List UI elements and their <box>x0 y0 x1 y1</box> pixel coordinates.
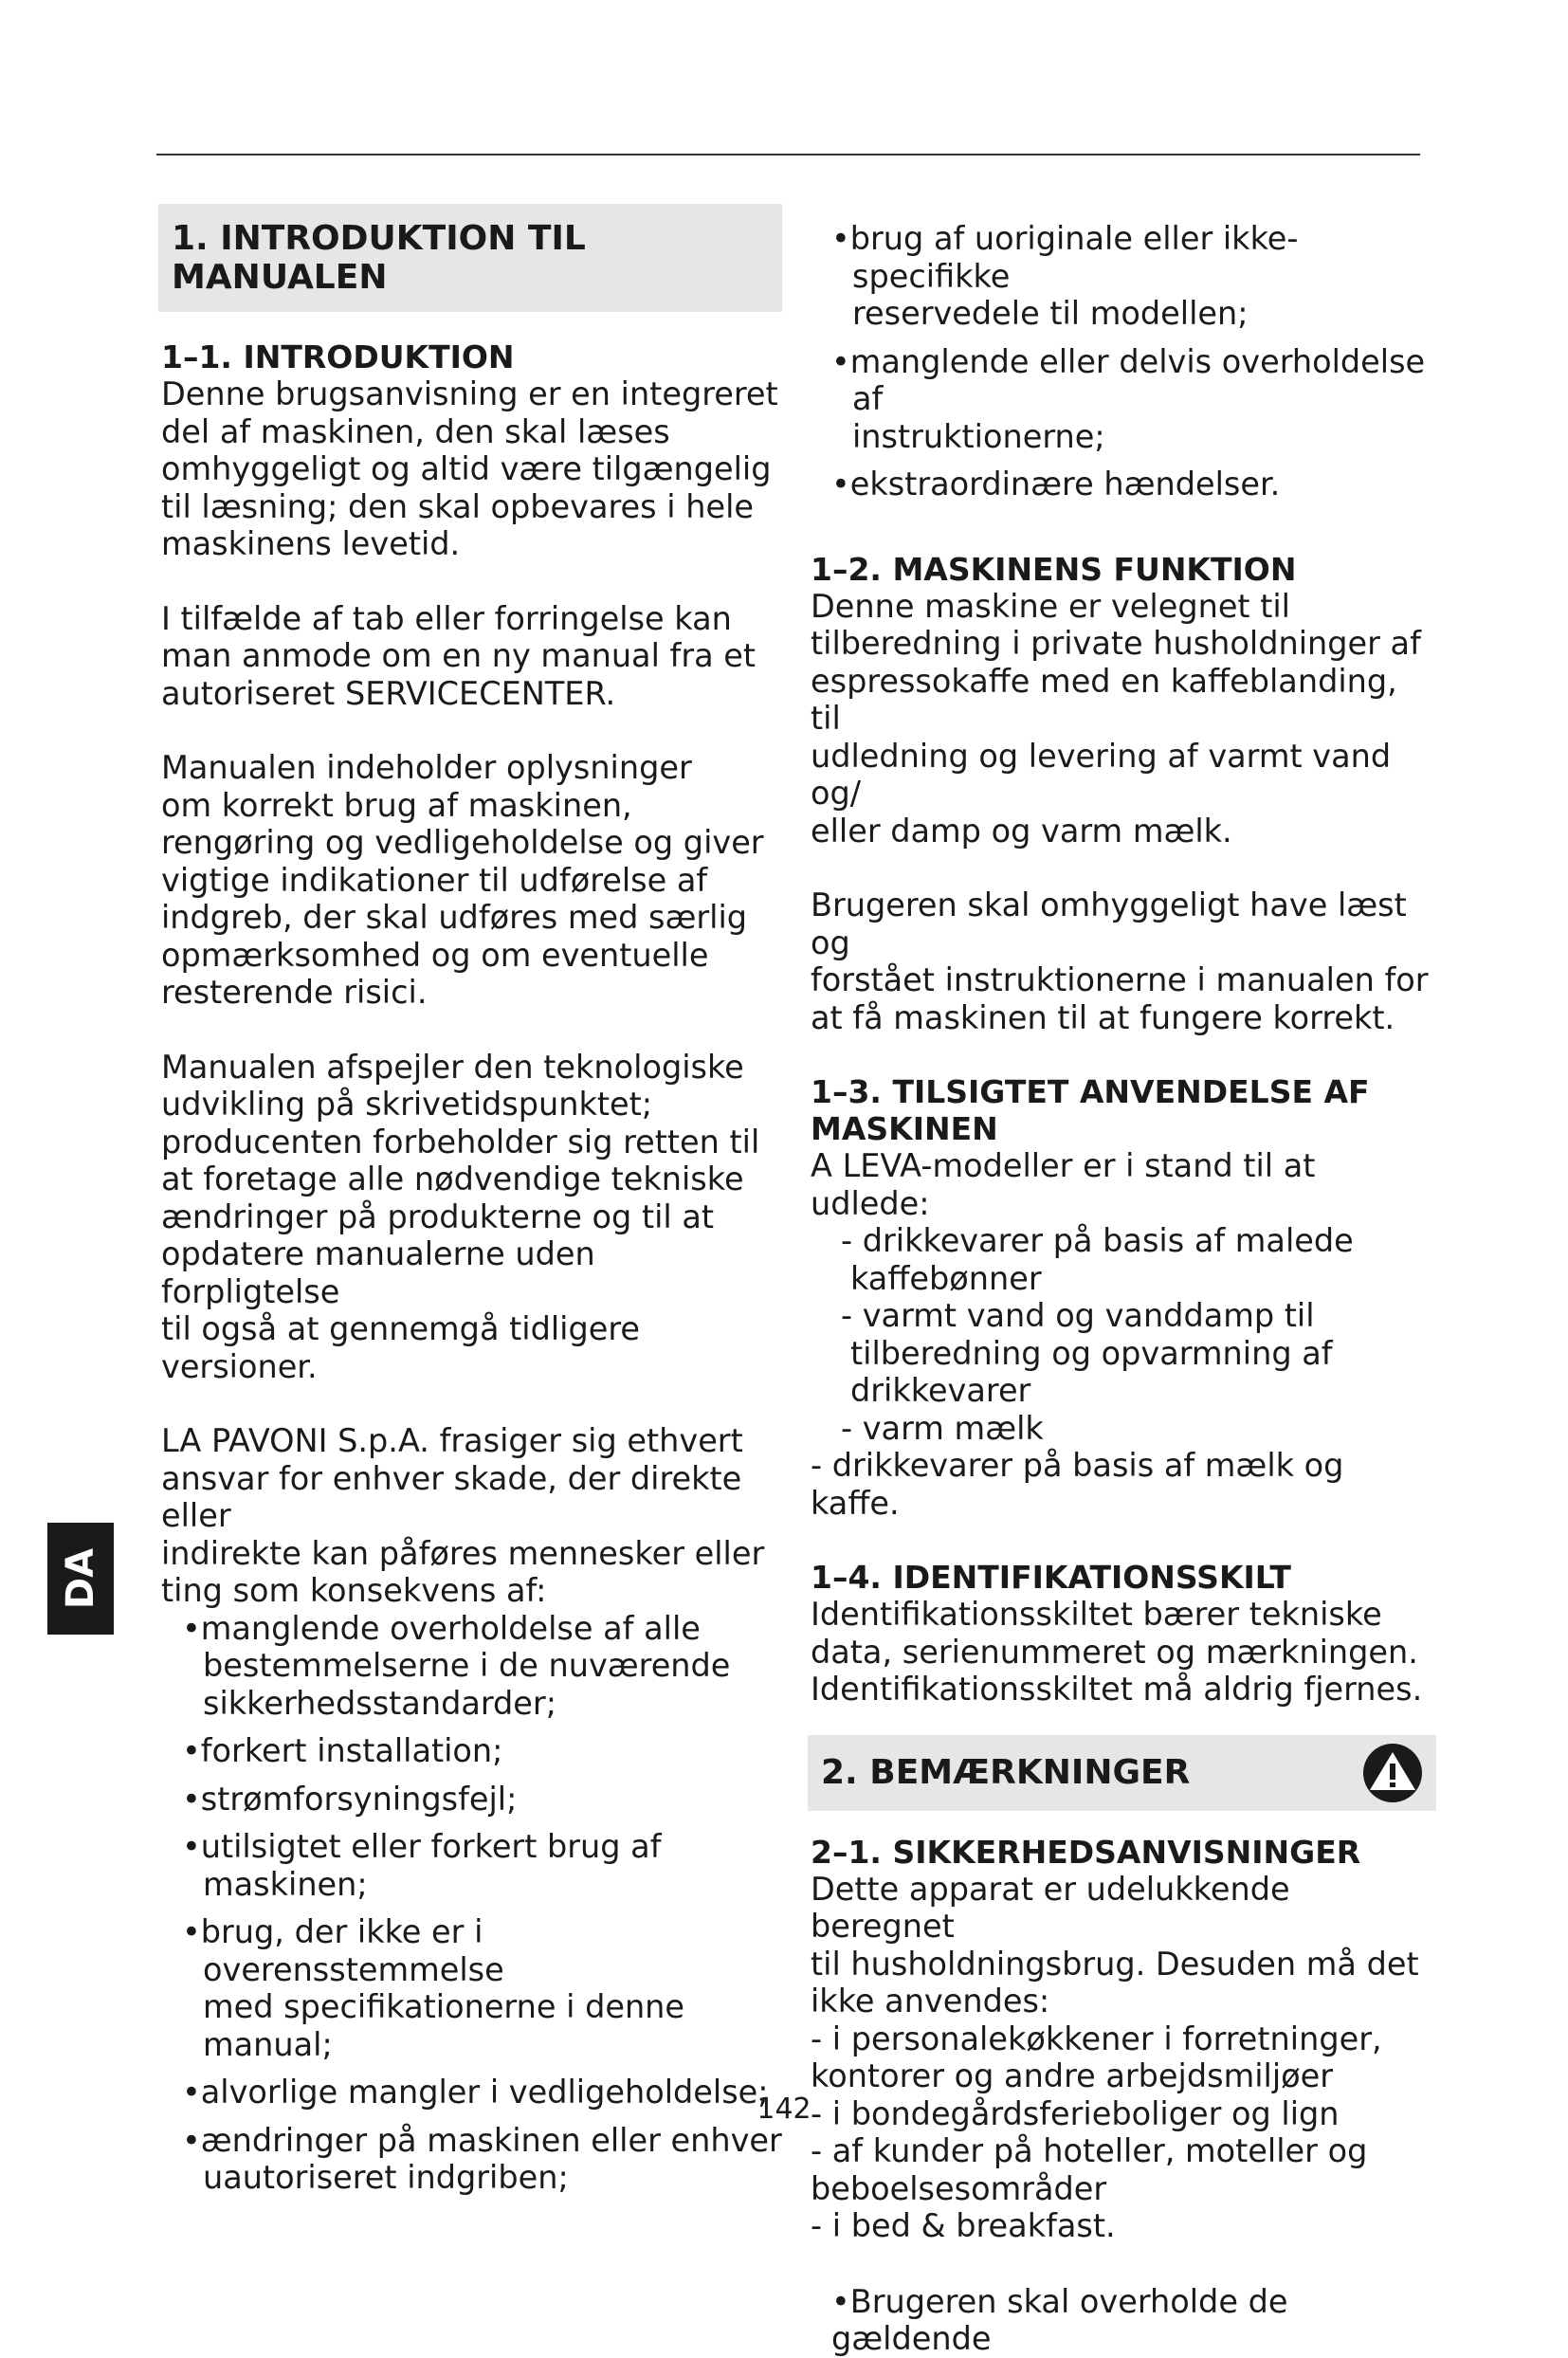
warning-triangle-icon <box>1362 1743 1423 1803</box>
heading-1-4: 1–4. IDENTIFIKATIONSSKILT <box>811 1559 1291 1596</box>
paragraph-disclaimer: LA PAVONI S.p.A. frasiger sig ethvert ansvar for enhver skade, der direkte eller indirekte kan påføres mennesker eller ting som konsekvens af: <box>161 1422 765 1609</box>
paragraph-intro: Denne brugsanvisning er en integreret del af maskinen, den skal læses omhyggeligt og altid være tilgængelig til læsning; den skal opbevares i hele maskinens levetid. <box>161 375 778 562</box>
list-item: •alvorlige mangler i vedligeholdelse; <box>182 2074 769 2111</box>
heading-1-1: 1–1. INTRODUKTION <box>161 338 515 375</box>
paragraph-intended-use: A LEVA-modeller er i stand til at udlede: <box>811 1147 1316 1222</box>
list-item: •brug, der ikke er i overensstemmelse med specifikationerne i denne manual; <box>182 1913 685 2063</box>
paragraph-contents: Manualen indeholder oplysninger om korrekt brug af maskinen, rengøring og vedligeholdelse og giver vigtige indikationer til udførelse af indgreb, der skal udføres med særlig opmærksomhed og om eventuelle resterende risici. <box>161 749 764 1011</box>
section-2-title: 2. BEMÆRKNINGER <box>808 1735 1436 1811</box>
header-rule <box>156 154 1420 155</box>
safety-list: - i personalekøkkener i forretninger, kontorer og andre arbejdsmiljøer - i bondegårdsferieboliger og lign - af kunder på hoteller, moteller og beboelsesområder - i bed & breakfast. <box>811 2020 1382 2244</box>
paragraph-function: Denne maskine er velegnet til tilberedning i private husholdninger af espressokaffe med en kaffeblanding, til udledning og levering af varmt vand og/ eller damp og varm mælk. <box>811 587 1421 850</box>
list-item: •ændringer på maskinen eller enhver uautoriseret indgriben; <box>182 2121 782 2196</box>
list-item: •manglende eller delvis overholdelse af instruktionerne; <box>831 342 1426 455</box>
list-item: - varmt vand og vanddamp til tilberedning og opvarmning af drikkevarer <box>841 1297 1333 1409</box>
language-tab: DA <box>47 1523 114 1635</box>
list-item: - varm mælk <box>841 1409 1044 1447</box>
paragraph-id-plate: Identifikationsskiltet bærer tekniske data, serienummeret og mærkningen. Identifikationsskiltet må aldrig fjernes. <box>811 1596 1423 1708</box>
list-item: - drikkevarer på basis af malede kaffebønner <box>841 1222 1354 1297</box>
paragraph-safety: Dette apparat er udelukkende beregnet til husholdningsbrug. Desuden må det ikke anvendes: <box>811 1870 1419 2020</box>
list-item: •manglende overholdelse af alle bestemmelserne i de nuværende sikkerhedsstandarder; <box>182 1609 731 1722</box>
left-column <box>161 204 782 2197</box>
paragraph-lost-manual: I tilfælde af tab eller forringelse kan man anmode om en ny manual fra et autoriseret SERVICECENTER. <box>161 599 757 712</box>
page-number: 142 <box>757 2093 811 2126</box>
right-column <box>811 220 1436 2358</box>
list-item: •forkert installation; <box>182 1732 503 1769</box>
heading-1-2: 1–2. MASKINENS FUNKTION <box>811 550 1297 588</box>
list-item: •strømforsyningsfejl; <box>182 1780 518 1818</box>
list-item: - drikkevarer på basis af mælk og kaffe. <box>811 1447 1344 1522</box>
section-1-title: 1. INTRODUKTION TIL MANUALEN <box>158 204 782 312</box>
list-item: •utilsigtet eller forkert brug af maskinen; <box>182 1828 662 1903</box>
list-item: •ekstraordinære hændelser. <box>831 466 1281 503</box>
list-item: •brug af uoriginale eller ikke-specifikke reservedele til modellen; <box>831 220 1299 332</box>
paragraph-technology: Manualen afspejler den teknologiske udvikling på skrivetidspunktet; producenten forbeholder sig retten til at foretage alle nødvendige tekniske ændringer på produkterne og til at opdatere manualerne uden forpligtelse til også at gennemgå tidligere versioner. <box>161 1048 760 1385</box>
list-item: •Brugeren skal overholde de gældende <box>831 2282 1288 2357</box>
paragraph-user-read: Brugeren skal omhyggeligt have læst og forstået instruktionerne i manualen for at få maskinen til at fungere korrekt. <box>811 887 1429 1036</box>
heading-1-3: 1–3. TILSIGTET ANVENDELSE AF MASKINEN <box>811 1073 1370 1147</box>
heading-2-1: 2–1. SIKKERHEDSANVISNINGER <box>811 1833 1361 1871</box>
